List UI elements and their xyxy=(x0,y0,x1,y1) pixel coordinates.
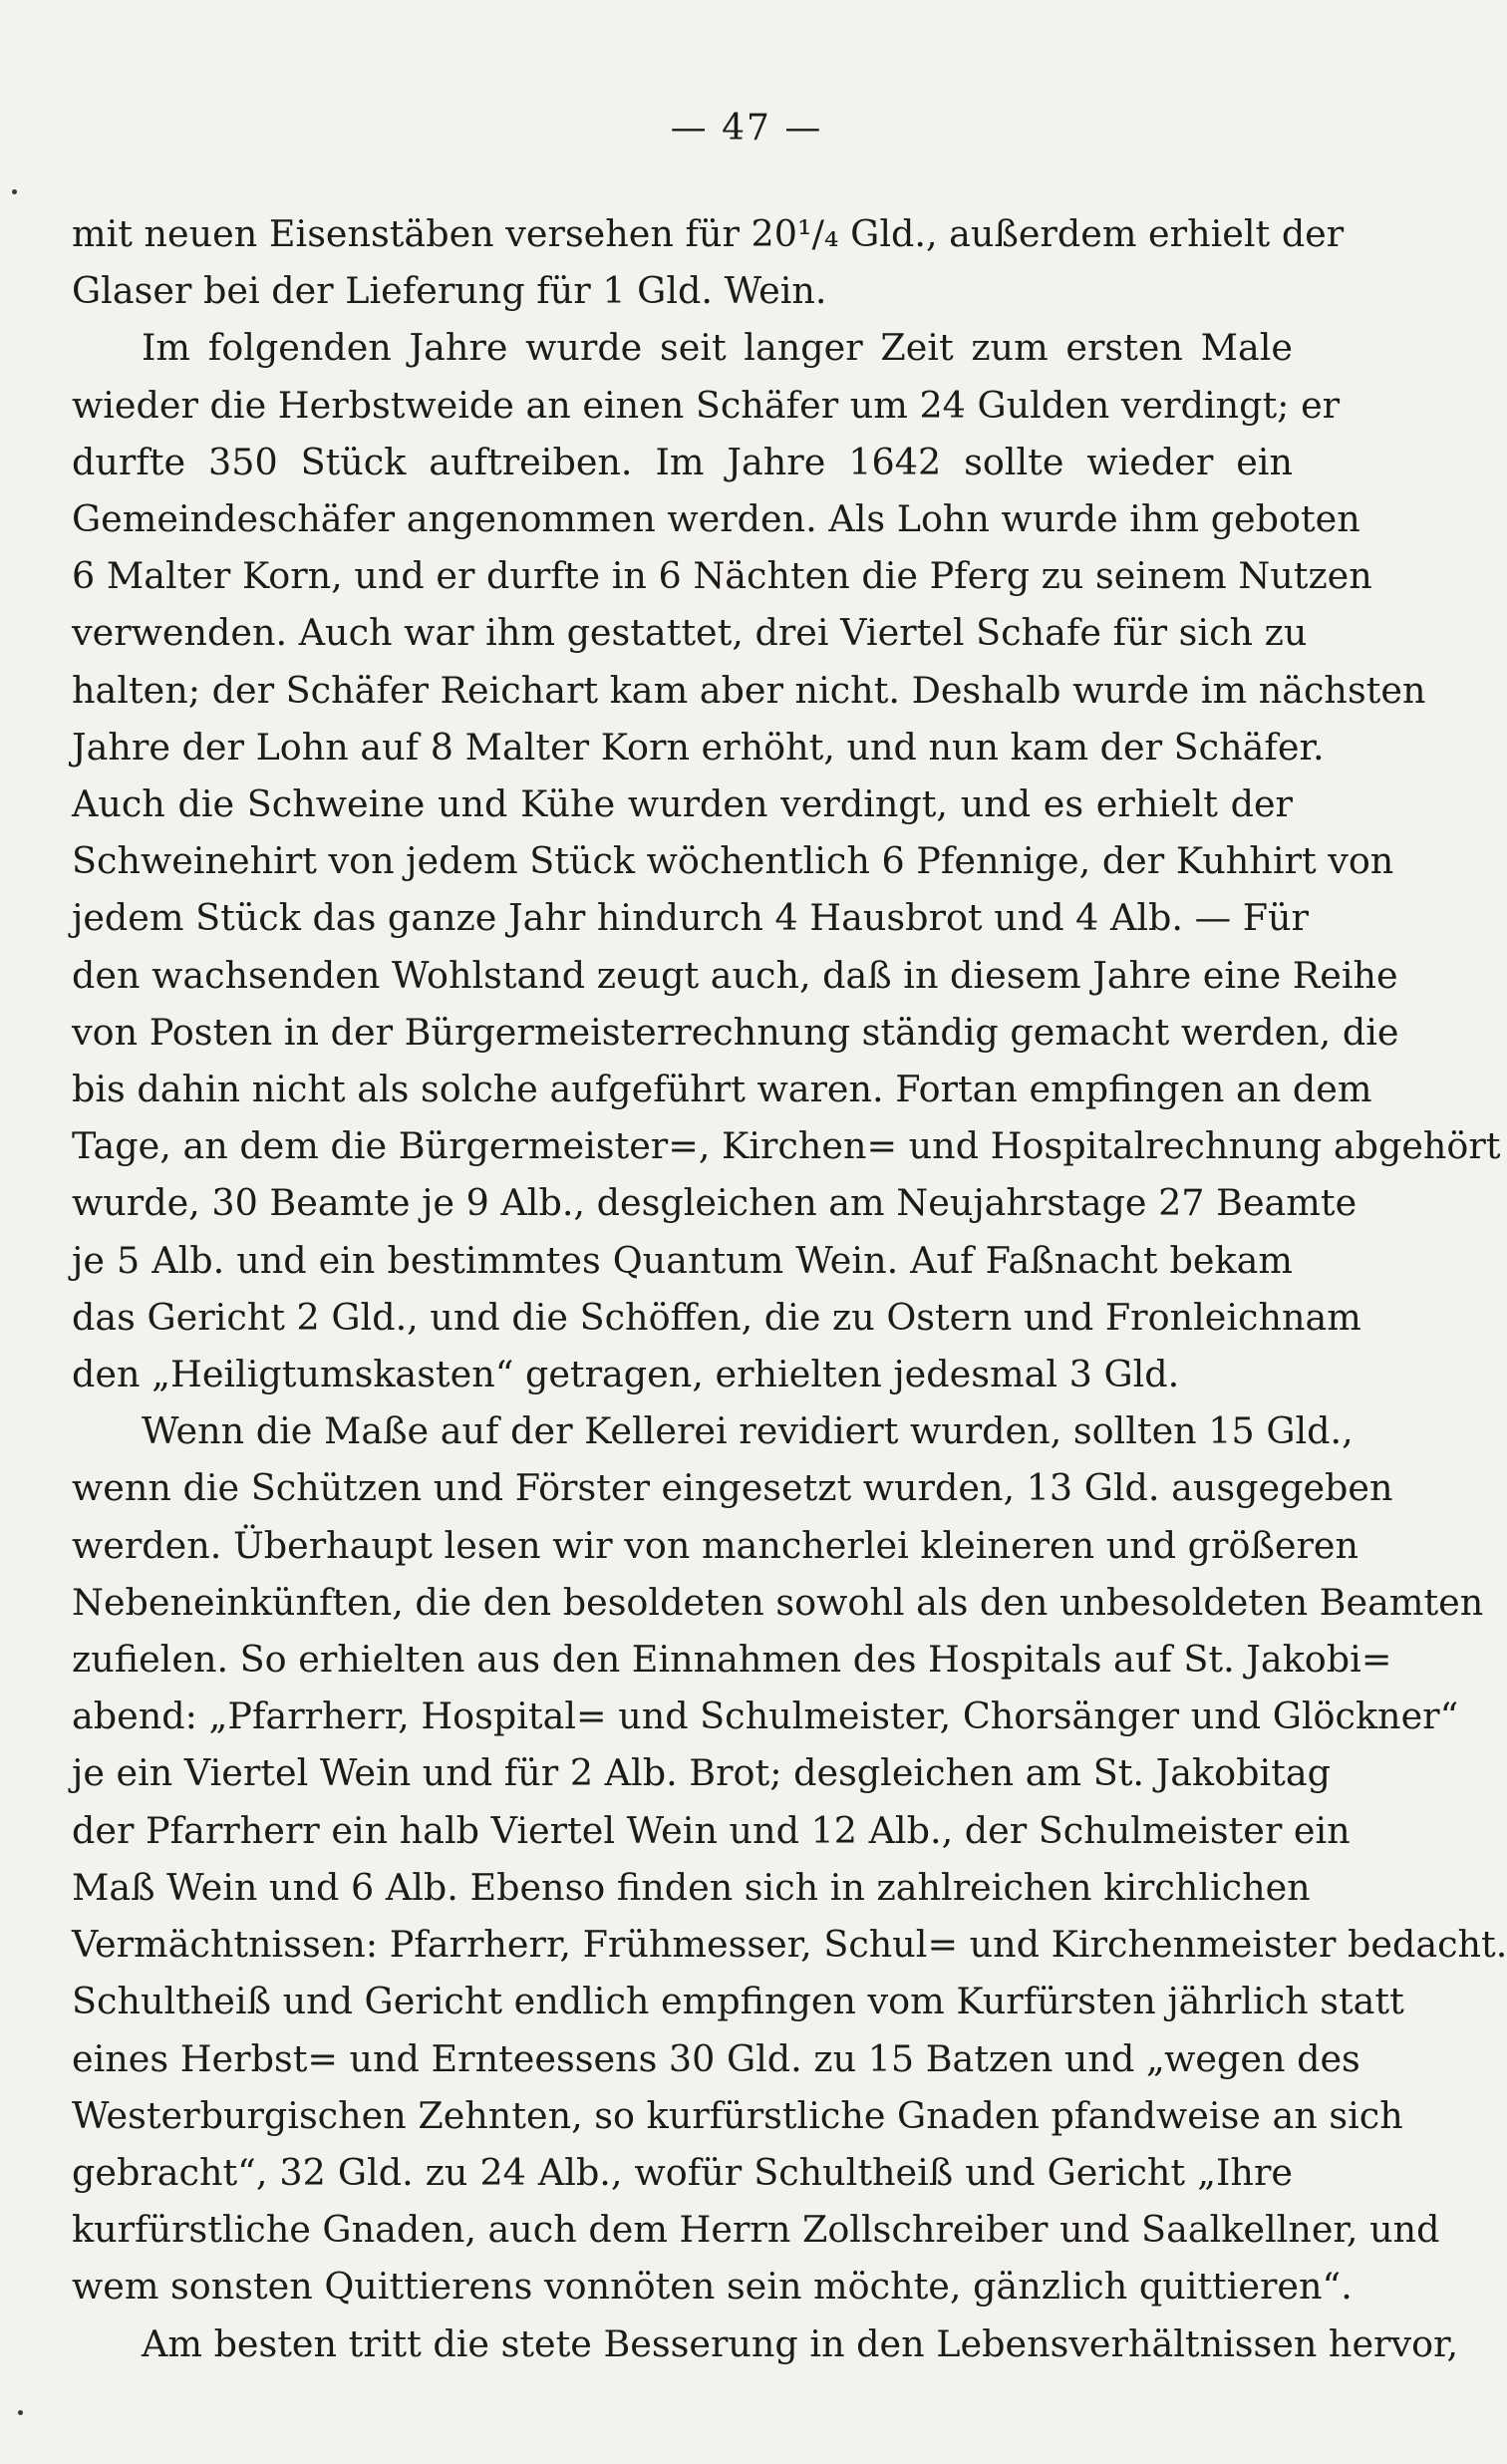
text-line: werden. Überhaupt lesen wir von mancherlei kleineren und größeren xyxy=(72,1523,1359,1567)
text-line: Auch die Schweine und Kühe wurden verdingt, und es erhielt der xyxy=(72,782,1293,826)
text-line: Glaser bei der Lieferung für 1 Gld. Wein. xyxy=(72,269,827,313)
text-line: Wenn die Maße auf der Kellerei revidiert wurden, sollten 15 Gld., xyxy=(142,1409,1354,1453)
text-line: wieder die Herbstweide an einen Schäfer um 24 Gulden verdingt; er xyxy=(72,383,1341,427)
text-line: Jahre der Lohn auf 8 Malter Korn erhöht, und nun kam der Schäfer. xyxy=(72,725,1325,769)
text-line: Maß Wein und 6 Alb. Ebenso finden sich in zahlreichen kirchlichen xyxy=(72,1865,1311,1909)
paragraph xyxy=(72,319,1501,1402)
page-number: — 47 — xyxy=(670,108,823,149)
text-line: der Pfarrherr ein halb Viertel Wein und 12 Alb., der Schulmeister ein xyxy=(72,1808,1351,1852)
text-line: zufielen. So erhielten aus den Einnahmen des Hospitals auf St. Jakobi= xyxy=(72,1638,1392,1682)
text-line: durfte 350 Stück auftreiben. Im Jahre 1642 sollte wieder ein xyxy=(72,440,1293,483)
text-line: wurde, 30 Beamte je 9 Alb., desgleichen am Neujahrstage 27 Beamte xyxy=(72,1181,1357,1225)
print-speck xyxy=(18,2410,23,2415)
text-line: jedem Stück das ganze Jahr hindurch 4 Hausbrot und 4 Alb. — Für xyxy=(72,896,1309,940)
text-line: je ein Viertel Wein und für 2 Alb. Brot; desgleichen am St. Jakobitag xyxy=(72,1751,1331,1795)
page-body-text xyxy=(72,205,1507,2372)
text-line: wenn die Schützen und Förster eingesetzt wurden, 13 Gld. ausgegeben xyxy=(72,1466,1393,1510)
paragraph xyxy=(72,205,1345,319)
print-speck xyxy=(12,189,17,194)
paragraph xyxy=(72,2315,1459,2372)
text-line: Westerburgischen Zehnten, so kurfürstliche Gnaden pfandweise an sich xyxy=(72,2093,1403,2137)
text-line: verwenden. Auch war ihm gestattet, drei Viertel Schafe für sich zu xyxy=(72,611,1308,655)
text-line: den wachsenden Wohlstand zeugt auch, daß in diesem Jahre eine Reihe xyxy=(72,953,1398,997)
paragraph xyxy=(72,1402,1507,2314)
text-line: das Gericht 2 Gld., und die Schöffen, die zu Ostern und Fronleichnam xyxy=(72,1295,1361,1339)
text-line: bis dahin nicht als solche aufgeführt waren. Fortan empfingen an dem xyxy=(72,1068,1372,1111)
text-line: Vermächtnissen: Pfarrherr, Frühmesser, Schul= und Kirchenmeister bedacht. xyxy=(72,1923,1507,1967)
text-line: Tage, an dem die Bürgermeister=, Kirchen= und Hospitalrechnung abgehört xyxy=(72,1124,1501,1168)
text-line: Gemeindeschäfer angenommen werden. Als Lohn wurde ihm geboten xyxy=(72,497,1360,541)
text-line: Schweinehirt von jedem Stück wöchentlich 6 Pfennige, der Kuhhirt von xyxy=(72,839,1394,883)
text-line: je 5 Alb. und ein bestimmtes Quantum Wein. Auf Faßnacht bekam xyxy=(72,1238,1293,1282)
text-line: den „Heiligtumskasten“ getragen, erhielten jedesmal 3 Gld. xyxy=(72,1353,1180,1396)
text-line: von Posten in der Bürgermeisterrechnung ständig gemacht werden, die xyxy=(72,1010,1399,1054)
text-line: eines Herbst= und Ernteessens 30 Gld. zu 15 Batzen und „wegen des xyxy=(72,2036,1360,2080)
text-line: Schultheiß und Gericht endlich empfingen vom Kurfürsten jährlich statt xyxy=(72,1980,1404,2023)
text-line: Nebeneinkünften, die den besoldeten sowohl als den unbesoldeten Beamten xyxy=(72,1580,1484,1624)
text-line: mit neuen Eisenstäben versehen für 20¹/₄ Gld., außerdem erhielt der xyxy=(72,212,1345,255)
text-line: wem sonsten Quittierens vonnöten sein möchte, gänzlich quittieren“. xyxy=(72,2265,1353,2309)
text-line: Im folgenden Jahre wurde seit langer Zeit zum ersten Male xyxy=(142,326,1293,370)
text-line: kurfürstliche Gnaden, auch dem Herrn Zollschreiber und Saalkellner, und xyxy=(72,2208,1440,2252)
text-line: 6 Malter Korn, und er durfte in 6 Nächten die Pferg zu seinem Nutzen xyxy=(72,554,1372,598)
text-line: abend: „Pfarrherr, Hospital= und Schulmeister, Chorsänger und Glöckner“ xyxy=(72,1694,1459,1738)
text-line: Am besten tritt die stete Besserung in den Lebensverhältnissen hervor, xyxy=(142,2321,1459,2365)
text-line: halten; der Schäfer Reichart kam aber nicht. Deshalb wurde im nächsten xyxy=(72,668,1426,712)
text-line: gebracht“, 32 Gld. zu 24 Alb., wofür Schultheiß und Gericht „Ihre xyxy=(72,2150,1293,2194)
